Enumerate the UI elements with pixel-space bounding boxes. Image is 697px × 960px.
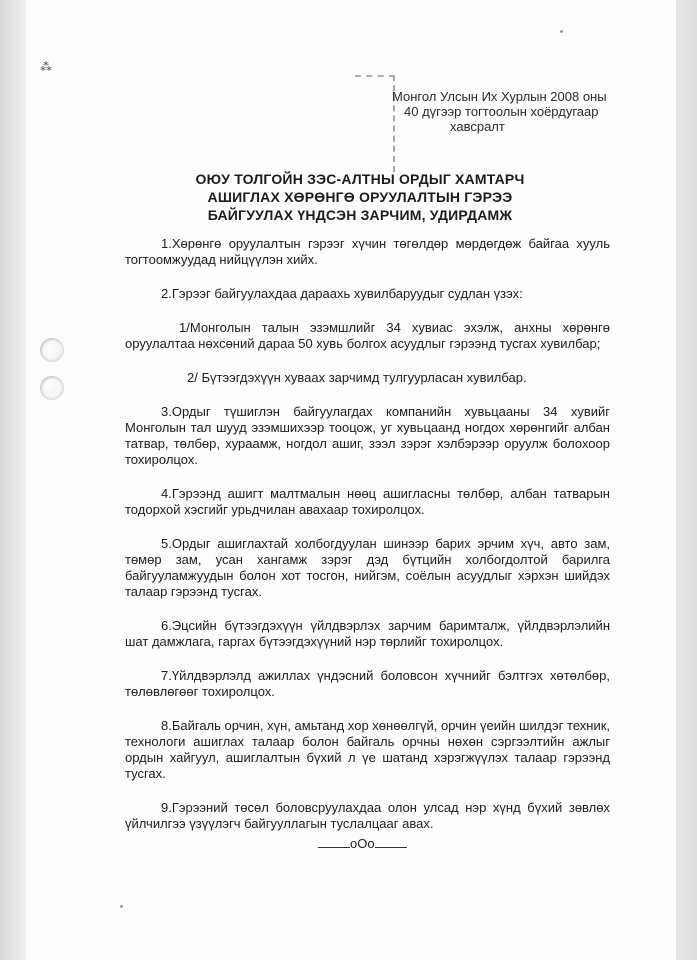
paragraph-8: 8.Байгаль орчин, хүн, амьтанд хор хөнөөлгүй, орчин үеийн шилдэг техник, технологи ашиглах талаар болон байгаль орчны нөхөн сэргээлтийн ажлыг ордын хайгуул, ашиглалтын бүхий л үе шатанд хэрэгжүүлэх талаар гэрээнд тусгах.	[125, 718, 611, 781]
end-mark	[318, 836, 407, 851]
scan-speck	[120, 905, 123, 908]
annex-line-2: 40 дүгээр тогтоолын хоёрдугаар	[404, 104, 599, 119]
paragraph-9: 9.Гэрээний төсөл боловсруулахдаа олон улсад нэр хүнд бүхий зөвлөх үйлчилгээ үзүүлэгч байгууллагын туслалцааг авах.	[125, 800, 610, 831]
paragraph-1: 1.Хөрөнгө оруулалтын гэрээг хүчин төгөлдөр мөрдөгдөж байгаа хууль тогтоомжуудад нийцүүлэн хийх.	[125, 236, 610, 267]
paragraph-2: 2.Гэрээг байгуулахдаа дараахь хувилбаруудыг судлан үзэх:	[161, 286, 523, 301]
annex-line-1: Монгол Улсын Их Хурлын 2008 оны	[392, 89, 607, 104]
punch-hole-bottom	[40, 376, 64, 400]
paragraph-4: 4.Гэрээнд ашигт малтмалын нөөц ашигласны төлбөр, албан татварын тодорхой хэсгийг урьдчилан авахаар тохиролцох.	[125, 486, 610, 517]
registration-stamp	[355, 75, 395, 172]
title-line-3: БАЙГУУЛАХ ҮНДСЭН ЗАРЧИМ, УДИРДАМЖ	[207, 207, 513, 223]
paragraph-7: 7.Үйлдвэрлэлд ажиллах үндэсний боловсон хүчнийг бэлтгэх хөтөлбөр, төлөвлөгөөг тохиролцох.	[125, 668, 610, 699]
corner-scribble-icon: ⁂	[40, 60, 52, 74]
punch-hole-top	[40, 338, 64, 362]
paragraph-3: 3.Ордыг түшиглэн байгуулагдах компанийн хувьцааны 34 хувийг Монголын тал шууд эзэмшихээр тооцож, уг хувьцаанд ногдох хөрөнгийг албан татвар, төлбөр, хураамж, ногдол ашиг, зээл зэрэг хэлбэрээр оруулж болохоор тохиролцох.	[125, 404, 610, 467]
paragraph-2-option-1: 1/Монголын талын эзэмшлийг 34 хувиас эхэлж, анхны хөрөнгө оруулалтаа нөхсөний дараа 50 хувь болгох асуудлыг гэрээнд тусгах хувилбар;	[125, 320, 610, 351]
paragraph-5: 5.Ордыг ашиглахтай холбогдуулан шинээр барих эрчим хүч, авто зам, төмөр зам, усан хангамж зэрэг дэд бүтцийн холбогдолтой барилга байгууламжуудын болон хот тосгон, нийгэм, соёлын асуудлыг хэрхэн шийдэх талаар гэрээнд тусгах.	[125, 536, 610, 599]
title-line-1: ОЮУ ТОЛГОЙН ЗЭС-АЛТНЫ ОРДЫГ ХАМТАРЧ	[195, 171, 525, 187]
end-mark-line-left	[318, 847, 350, 848]
end-mark-line-right	[375, 847, 407, 848]
end-mark-text: oOo	[350, 836, 375, 851]
paragraph-2-option-2: 2/ Бүтээгдэхүүн хуваах зарчимд тулгуурласан хувилбар.	[187, 370, 527, 385]
annex-note	[392, 89, 632, 134]
scan-speck	[560, 30, 563, 33]
document-title	[160, 170, 560, 224]
title-line-2: АШИГЛАХ ХӨРӨНГӨ ОРУУЛАЛТЫН ГЭРЭЭ	[207, 189, 513, 205]
document-body	[125, 236, 610, 850]
annex-line-3: хавсралт	[450, 119, 505, 134]
paragraph-6: 6.Эцсийн бүтээгдэхүүн үйлдвэрлэх зарчим баримталж, үйлдвэрлэлийн шат дамжлага, гаргах бүтээгдэхүүний нэр төрлийг тохиролцох.	[125, 618, 610, 649]
